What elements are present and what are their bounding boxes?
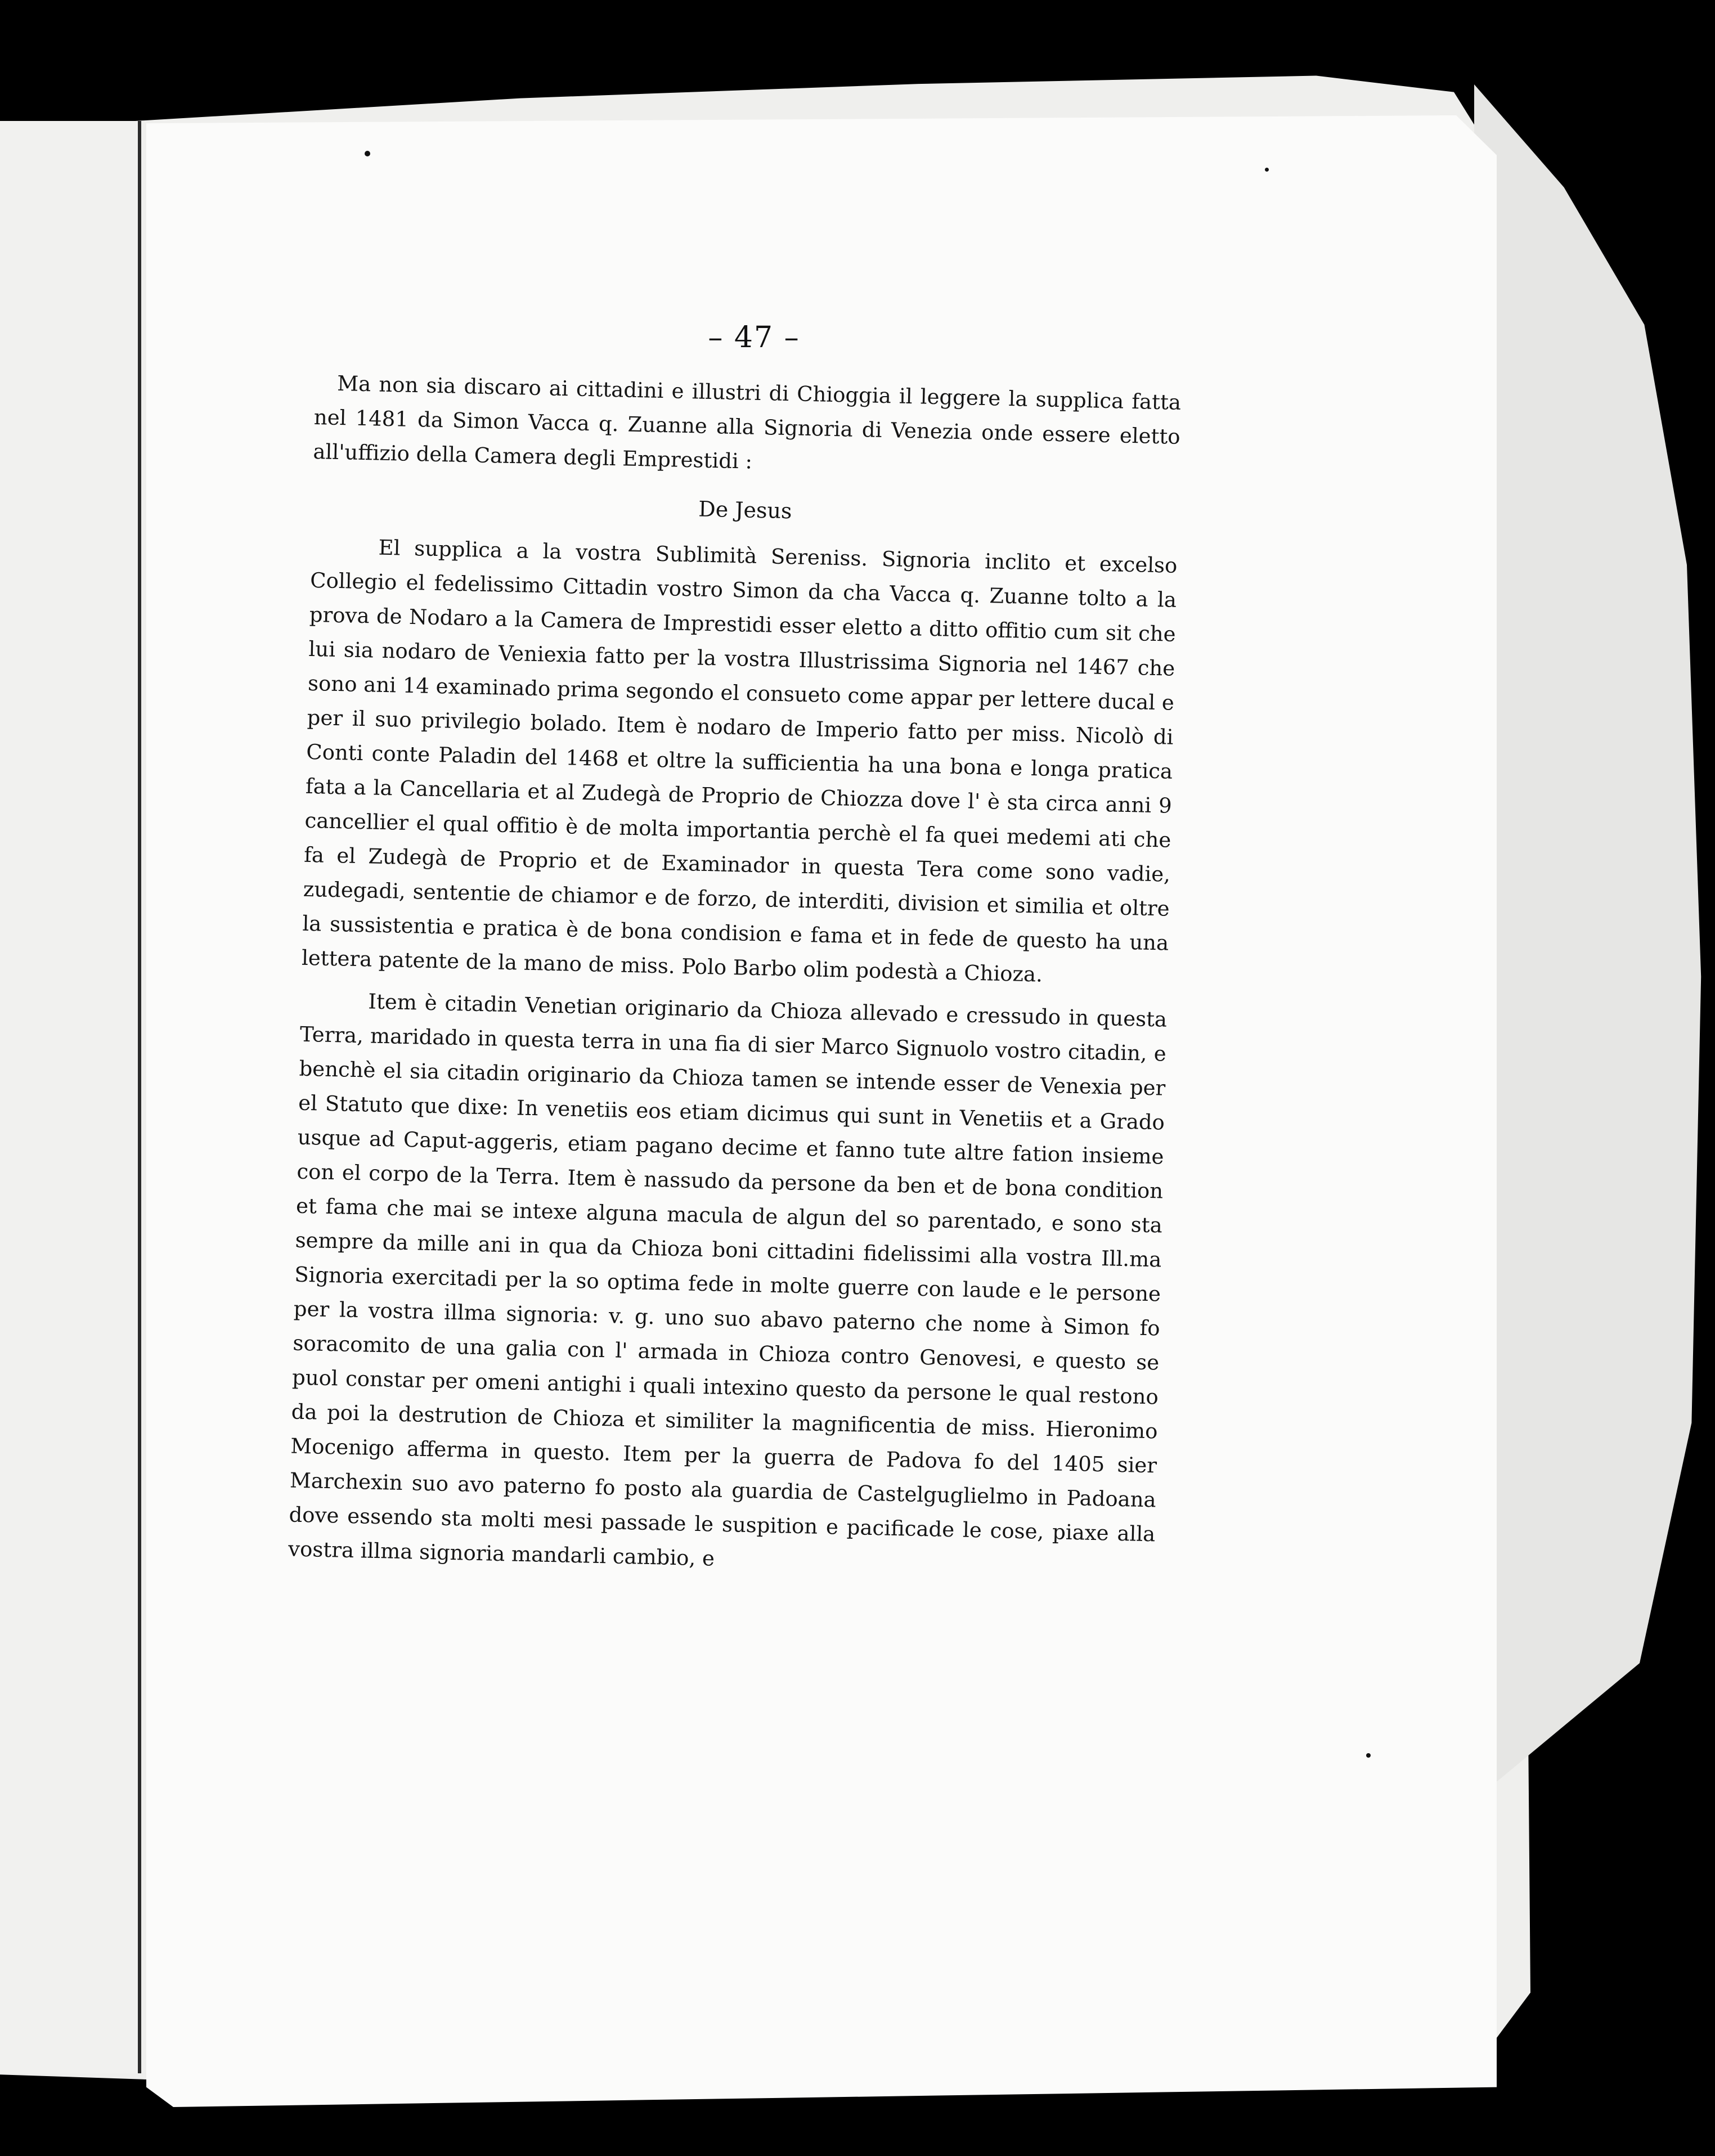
body-paragraph: El supplica a la vostra Sublimità Sereniss. Signoria inclito et excelso Collegio el fedelissimo Cittadin vostro Simon da cha Vacca q. Zuanne tolto a la prova de Nodaro a la Camera de Imprestidi esser eletto a ditto offitio cum sit che lui sia nodaro de Veniexia fatto per la vostra Illustrissima Signoria nel 1467 che sono ani 14 examinado prima segondo el consueto come appar per lettere ducal e per il suo privilegio bolado. Item è nodaro de Imperio fatto per miss. Nicolò di Conti conte Paladin del 1468 et oltre la sufficientia ha una bona e longa pratica fata a la Cancellaria et al Zudegà de Proprio de Chiozza dove l' è sta circa anni 9 cancellier el qual offitio è de molta importantia perchè el fa quei medemi ati che fa el Zudegà de Proprio et de Examinador in questa Tera come sono vadie, zudegadi, sententie de chiamor e de forzo, de interditi, division et similia et oltre la sussistentia e pratica è de bona condision e fama et in fede de questo ha una lettera patente de la mano de miss. Polo Barbo olim podestà a Chioza. [301,535,1178,987]
left-page-edge [0,121,141,2073]
ink-speck [1265,168,1269,172]
ink-speck [1366,1753,1371,1758]
section-heading: De Jesus [698,496,792,524]
intro-paragraph: Ma non sia discaro ai cittadini e illustri di Chioggia il leggere la supplica fatta nel 1481 da Simon Vacca q. Zuanne alla Signoria di Venezia onde essere eletto all'uffizio della Camera degli Emprestidi : [313,371,1182,474]
document-body [288,366,1182,1585]
page-number: – 47 – [708,321,800,354]
ink-speck [365,151,370,156]
body-paragraph: Item è citadin Venetian originario da Chioza allevado e cressudo in questa Terra, maridado in questa terra in una fia di sier Marco Signuolo vostro citadin, e benchè el sia citadin originario da Chioza tamen se intende esser de Venexia per el Statuto que dixe: In venetiis eos etiam dicimus qui sunt in Venetiis et a Grado usque ad Caput-aggeris, etiam pagano decime et fanno tute altre fation insieme con el corpo de la Terra. Item è nassudo da persone da ben et de bona condition et fama che mai se intexe alguna macula de algun del so parentado, e sono sta sempre da mille ani in qua da Chioza boni cittadini fidelissimi alla vostra Ill.ma Signoria exercitadi per la so optima fede in molte guerre con laude e le persone per la vostra illma signoria: v. g. uno suo abavo paterno che nome à Simon fo soracomito de una galia con l' armada in Chioza contro Genovesi, e questo se puol constar per omeni antighi i quali intexino questo da persone le qual restono da poi la destrution de Chioza et similiter la magnificentia de miss. Hieronimo Mocenigo afferma in questo. Item per la guerra de Padova fo del 1405 sier Marchexin suo avo paterno fo posto ala guardia de Castelguglielmo in Padoana dove essendo sta molti mesi passade le suspition e pacificade le cose, piaxe alla vostra illma signoria mandarli cambio, e [288,989,1168,1571]
